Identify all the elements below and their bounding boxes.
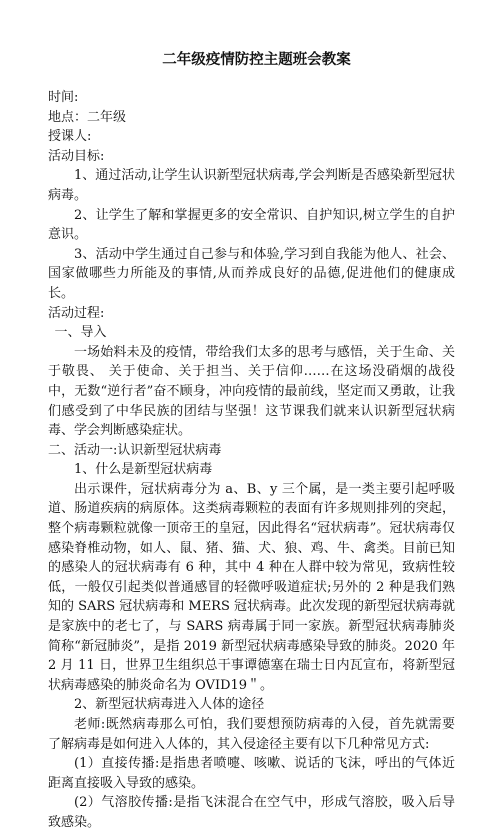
subsection-what-is-virus: 1、什么是新型冠状病毒 — [74, 462, 213, 478]
place-line: 地点：二年级 — [48, 109, 127, 125]
process-heading: 活动过程: — [48, 305, 105, 321]
infection-routes-paragraph: 老师:既然病毒那么可怕，我们要想预防病毒的入侵，首先就需要了解病毒是如何进入人体的，其入侵途径主要有以下几种常见方式: — [48, 717, 455, 752]
route-direct-transmission: (1）直接传播:是指患者喷嚏、咳嗽、说话的飞沫，呼出的气体近距离直接吸入导致的感染。 — [48, 756, 455, 791]
what-is-virus-paragraph: 出示课件，冠状病毒分为 a、B、y 三个属，是一类主要引起呼吸道、肠道疾病的病原体。这类病毒颗粒的表面有许多规则排列的突起，整个病毒颗粒就像一顶帝王的皇冠，因此得名“冠状病毒”。冠状病毒仅感染脊椎动物，如人、鼠、猪、猫、犬、狼、鸡、牛、禽类。目前已知的感染人的冠状病毒有 6 种，其中 4 种在人群中较为常见，致病性较低，一般仅引起类似普通感冒的轻微呼吸道症状;另外的 2 种是我们熟知的 SARS 冠状病毒和 MERS 冠状病毒。此次发现的新型冠状病毒就是家族中的老七了，与 SARS 病毒属于同一家族。新型冠状病毒肺炎简称“新冠肺炎”，是指 2019 新型冠状病毒感染导致的肺炎。2020 年 2 月 11 日，世界卫生组织总干事谭德塞在瑞士日内瓦宣布，将新型冠状病毒感染的肺炎命名为 OVID19＂。 — [48, 481, 456, 693]
document-title: 二年级疫情防控主题班会教案 — [162, 52, 351, 68]
objectives-heading: 活动目标: — [48, 148, 105, 164]
objective-1: 1、通过活动,让学生认识新型冠状病毒,学会判断是否感染新型冠状病毒。 — [48, 168, 455, 203]
objective-3: 3、活动中学生通过自己参与和体验,学习到自我能为他人、社会、国家做哪些力所能及的事情,从而养成良好的品德,促进他们的健康成长。 — [48, 246, 455, 301]
route-aerosol-transmission: (2）气溶胶传播:是指飞沫混合在空气中，形成气溶胶，吸入后导致感染。 — [48, 795, 455, 830]
section-intro-heading: 一、导入 — [54, 325, 107, 341]
intro-paragraph: 一场始料未及的疫情，带给我们太多的思考与感悟，关于生命、关于敬畏、 关于使命、关于担当、关于信仰……在这场没硝烟的战役中，无数“逆行者”奋不顾身，冲向疫情的最前线，坚定而又勇敢，让我们感受到了中华民族的团结与坚强！这节课我们就来认识新型冠状病毒、学会判断感染症状。 — [48, 344, 455, 439]
time-line: 时间: — [48, 90, 79, 105]
objective-2: 2、让学生了解和掌握更多的安全常识、自护知识,树立学生的自护意识。 — [48, 207, 455, 243]
teacher-line: 授课人: — [48, 129, 92, 145]
subsection-infection-routes: 2、新型冠状病毒进入人体的途径 — [74, 697, 265, 713]
section-activity-1-heading: 二、活动一:认识新型冠状病毒 — [48, 442, 222, 458]
